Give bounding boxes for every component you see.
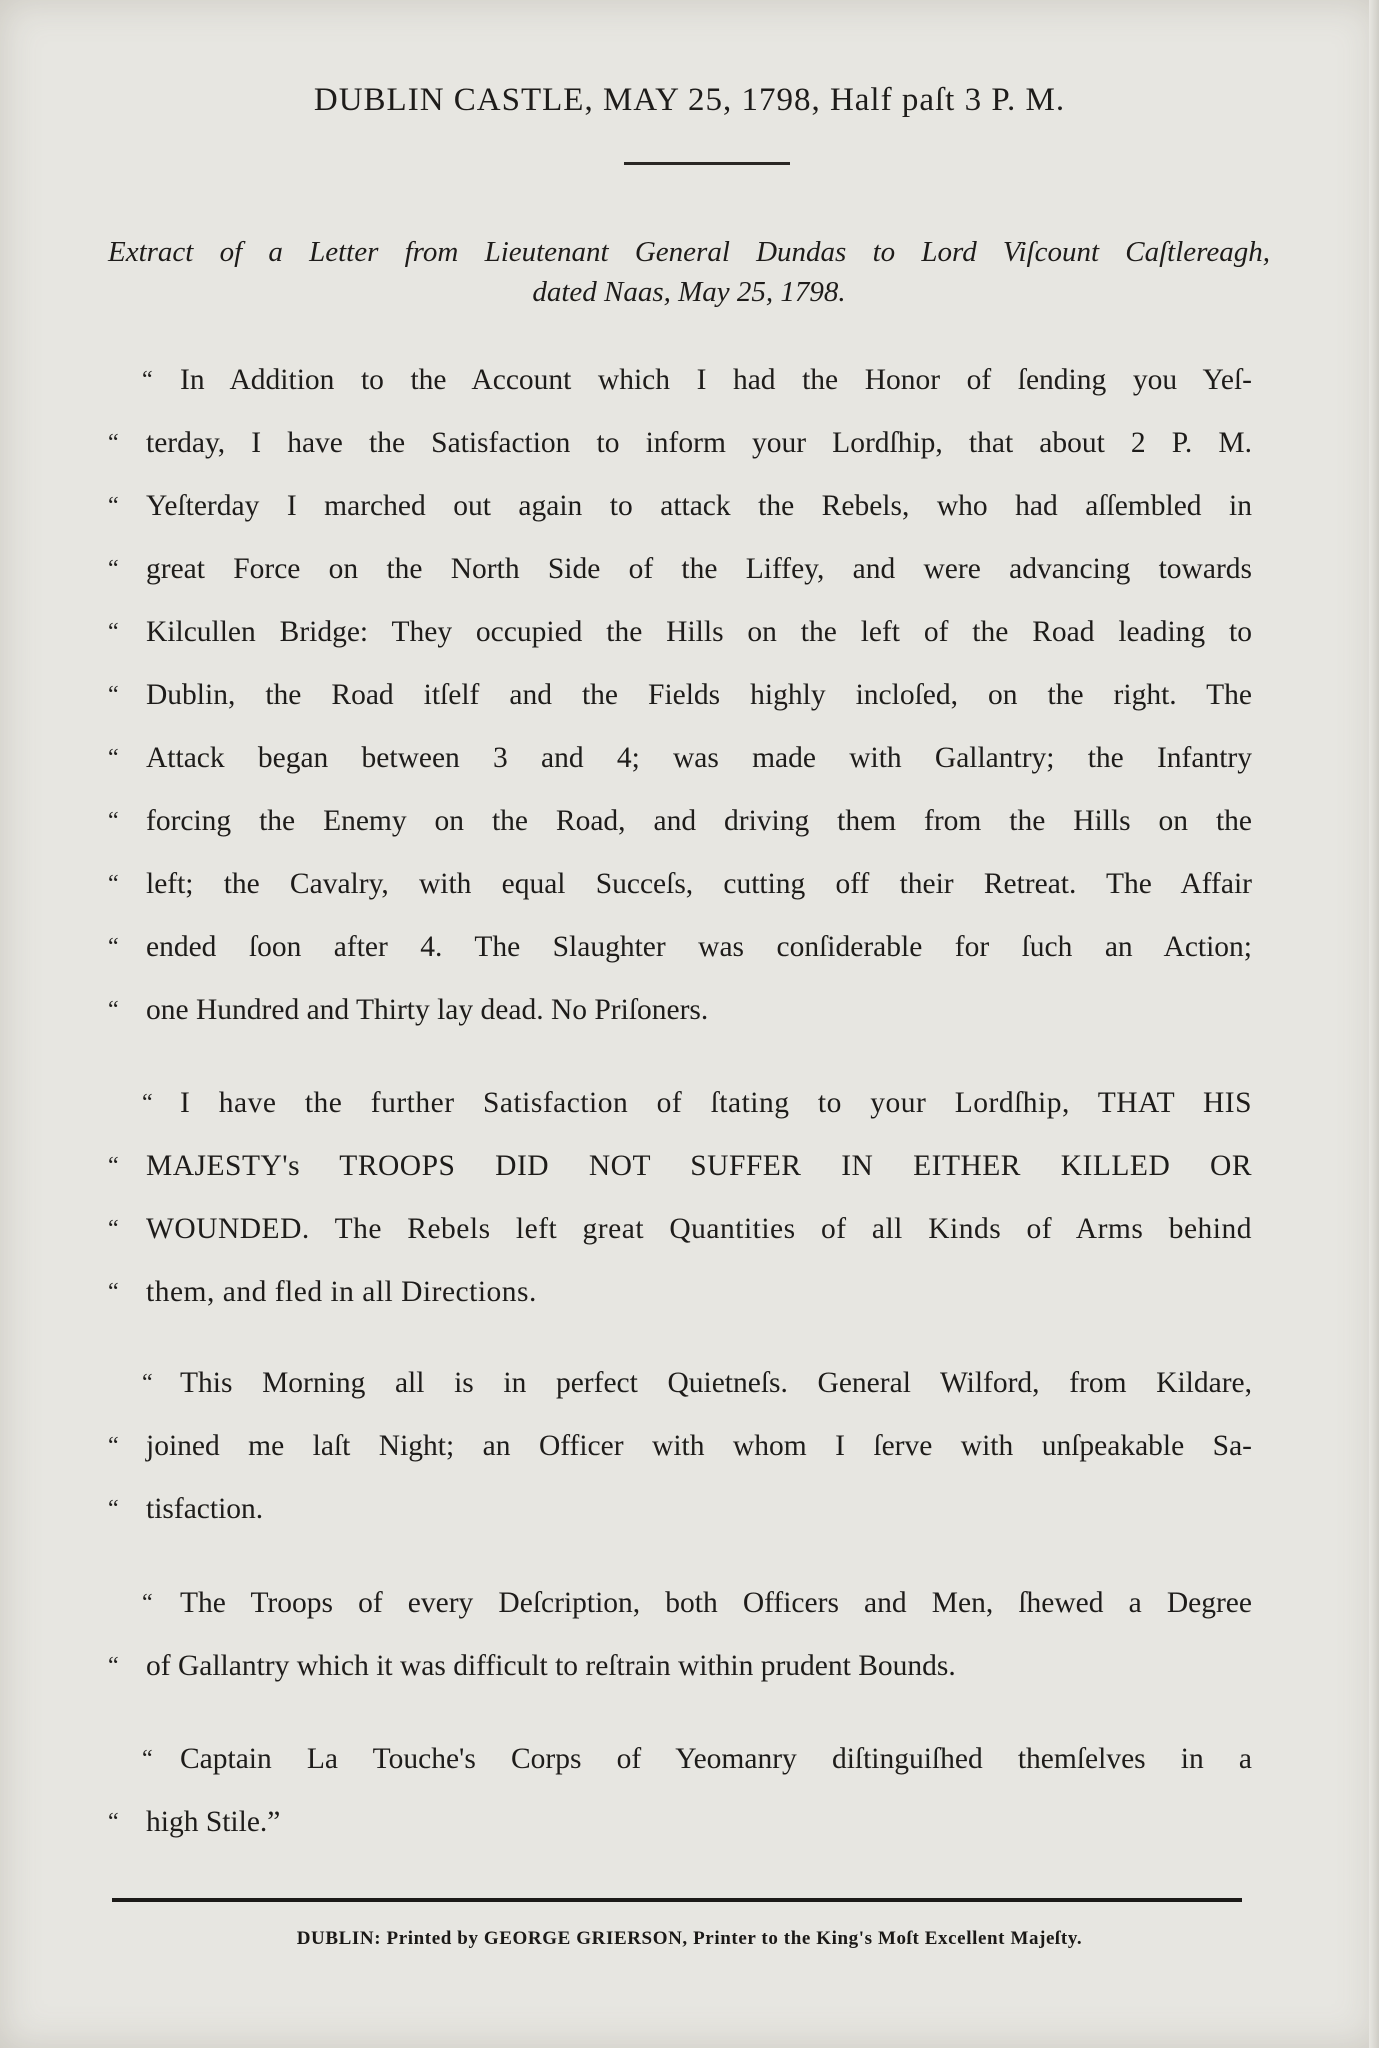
text-line — [108, 1635, 1252, 1698]
extract-caption-line-1: Extract of a Letter from Lieutenant General Dundas to Lord Viſcount Caſtlereagh, — [108, 236, 1270, 268]
quote-mark: “ — [142, 1746, 153, 1772]
line-text: tisfaction. — [146, 1493, 264, 1525]
text-line — [108, 601, 1252, 664]
line-text: Yeſterday I marched out again to attack the Rebels, who had aſſembled in — [146, 490, 1252, 522]
quote-mark: “ — [108, 1153, 120, 1179]
quote-mark: “ — [108, 619, 119, 645]
line-text: ended ſoon after 4. The Slaughter was conſiderable for ſuch an Action; — [146, 931, 1252, 963]
text-line — [108, 1135, 1252, 1198]
text-line — [108, 412, 1252, 475]
text-line — [108, 475, 1252, 538]
line-text: Kilcullen Bridge: They occupied the Hills on the left of the Road leading to — [146, 616, 1252, 648]
text-line — [108, 790, 1252, 853]
line-text: Dublin, the Road itſelf and the Fields highly incloſed, on the right. The — [146, 679, 1252, 711]
text-line — [108, 664, 1252, 727]
paper-edge — [1369, 0, 1379, 2048]
line-text: joined me laſt Night; an Officer with whom I ſerve with unſpeakable Sa- — [146, 1430, 1252, 1462]
quote-mark: “ — [108, 430, 119, 456]
text-line — [108, 1572, 1252, 1635]
page-heading: DUBLIN CASTLE, MAY 25, 1798, Half paſt 3 P. M. — [313, 82, 1066, 118]
text-line — [108, 349, 1252, 412]
quote-mark: “ — [108, 808, 119, 834]
quote-mark: “ — [108, 1809, 119, 1835]
text-line — [108, 1791, 1252, 1854]
line-text: one Hundred and Thirty lay dead. No Priſoners. — [146, 994, 709, 1026]
line-text: forcing the Enemy on the Road, and driving them from the Hills on the — [146, 805, 1252, 837]
letter-paragraph-5 — [108, 1728, 1252, 1854]
quote-mark: “ — [108, 1216, 120, 1242]
text-line — [108, 1198, 1252, 1261]
line-text: MAJESTY's TROOPS DID NOT SUFFER IN EITHER KILLED OR — [146, 1150, 1252, 1182]
letter-paragraph-4 — [108, 1572, 1252, 1698]
quote-mark: “ — [108, 1653, 119, 1679]
line-text: WOUNDED. The Rebels left great Quantities of all Kinds of Arms behind — [146, 1213, 1252, 1245]
extract-caption — [108, 232, 1270, 312]
line-text: Captain La Touche's Corps of Yeomanry diſtinguiſhed themſelves in a — [180, 1743, 1252, 1775]
text-line — [108, 979, 1252, 1042]
line-text: I have the further Satisfaction of ſtating to your Lordſhip, THAT HIS — [180, 1087, 1252, 1119]
text-line — [108, 916, 1252, 979]
quote-mark: “ — [108, 871, 119, 897]
text-line — [108, 1261, 1252, 1324]
quote-mark: “ — [108, 493, 119, 519]
quote-mark: “ — [108, 1433, 119, 1459]
line-text: This Morning all is in perfect Quietneſs. General Wilford, from Kildare, — [180, 1367, 1252, 1399]
quote-mark: “ — [142, 1090, 154, 1116]
quote-mark: “ — [108, 934, 119, 960]
quote-mark: “ — [142, 1370, 153, 1396]
text-line — [108, 727, 1252, 790]
line-text: great Force on the North Side of the Liffey, and were advancing towards — [146, 553, 1252, 585]
text-line — [108, 1415, 1252, 1478]
text-line — [108, 853, 1252, 916]
heading-divider — [624, 162, 790, 165]
quote-mark: “ — [108, 682, 119, 708]
text-line — [108, 1478, 1252, 1541]
extract-caption-line-2: dated Naas, May 25, 1798. — [532, 276, 846, 308]
text-line — [108, 1728, 1252, 1791]
printer-imprint: DUBLIN: Printed by GEORGE GRIERSON, Printer to the King's Moſt Excellent Majeſty. — [296, 1928, 1083, 1949]
quote-mark: “ — [108, 745, 119, 771]
quote-mark: “ — [108, 997, 119, 1023]
line-text: terday, I have the Satisfaction to inform your Lordſhip, that about 2 P. M. — [146, 427, 1252, 459]
line-text: Attack began between 3 and 4; was made with Gallantry; the Infantry — [146, 742, 1252, 774]
line-text: them, and fled in all Directions. — [146, 1276, 537, 1308]
quote-mark: “ — [142, 367, 153, 393]
line-text: of Gallantry which it was difficult to reſtrain within prudent Bounds. — [146, 1650, 956, 1682]
quote-mark: “ — [108, 1496, 119, 1522]
text-line — [108, 1072, 1252, 1135]
quote-mark: “ — [108, 556, 119, 582]
text-line — [108, 538, 1252, 601]
line-text: The Troops of every Deſcription, both Officers and Men, ſhewed a Degree — [180, 1587, 1252, 1619]
letter-paragraph-2 — [108, 1072, 1252, 1324]
letter-paragraph-3 — [108, 1352, 1252, 1541]
line-text: high Stile.” — [146, 1806, 281, 1838]
footer-divider — [112, 1898, 1242, 1902]
letter-paragraph-1 — [108, 349, 1252, 1042]
line-text: In Addition to the Account which I had the Honor of ſending you Yeſ- — [180, 364, 1252, 396]
text-line — [108, 1352, 1252, 1415]
quote-mark: “ — [142, 1590, 153, 1616]
quote-mark: “ — [108, 1279, 120, 1305]
line-text: left; the Cavalry, with equal Succeſs, cutting off their Retreat. The Affair — [146, 868, 1252, 900]
